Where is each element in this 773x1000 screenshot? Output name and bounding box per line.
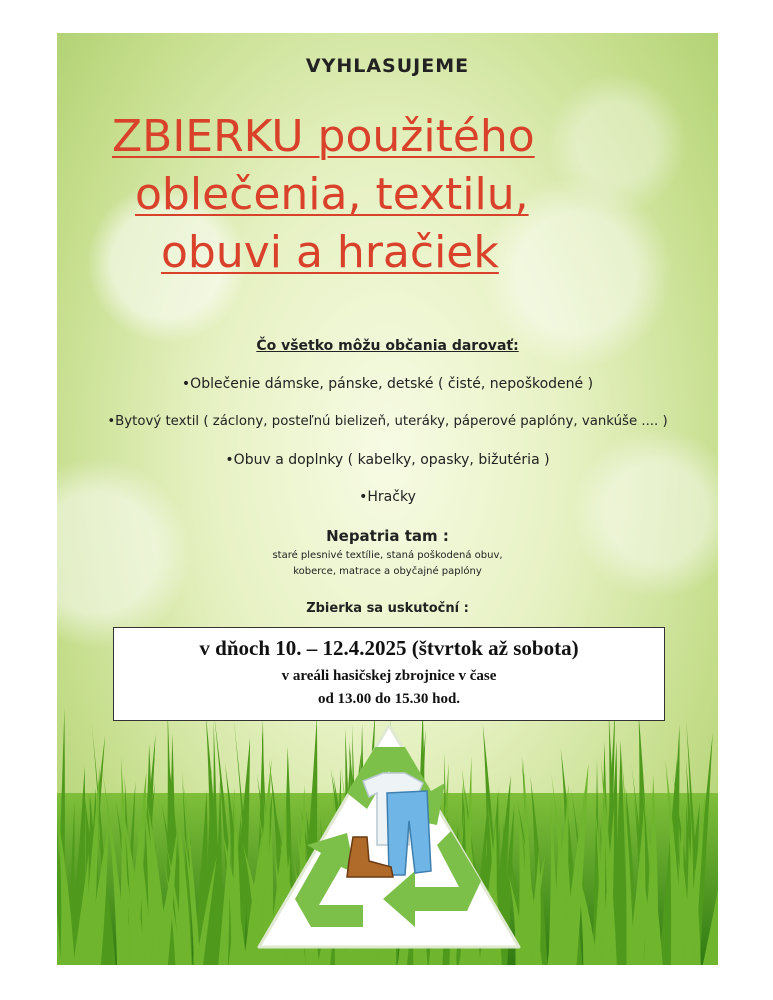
event-info-box xyxy=(113,627,665,721)
donation-item-shoes: •Obuv a doplnky ( kabelky, opasky, bižutéria ) xyxy=(225,452,550,468)
not-accepted-line-2: koberce, matrace a obyčajné paplóny xyxy=(293,566,482,577)
donation-item-clothing: •Oblečenie dámske, pánske, detské ( čisté, nepoškodené ) xyxy=(181,376,594,392)
event-place: v areáli hasičskej zbrojnice v čase xyxy=(281,668,497,684)
headline-line-1: ZBIERKU použitého xyxy=(112,111,535,162)
headline-line-2: oblečenia, textilu, xyxy=(135,169,529,220)
not-accepted-title: Nepatria tam : xyxy=(326,527,449,545)
donate-section-title: Čo všetko môžu občania darovať: xyxy=(256,338,519,354)
event-time: od 13.00 do 15.30 hod. xyxy=(317,691,461,707)
announcement-label: VYHLASUJEME xyxy=(305,55,470,77)
headline-line-3: obuvi a hračiek xyxy=(161,227,499,278)
event-dates: v dňoch 10. – 12.4.2025 (štvrtok až sobota) xyxy=(199,636,579,660)
poster xyxy=(57,33,718,965)
donation-item-textile: •Bytový textil ( záclony, posteľnú bielizeň, uteráky, páperové paplóny, vankúše .... ) xyxy=(107,414,668,429)
donation-item-toys: •Hračky xyxy=(359,489,416,505)
event-held-title: Zbierka sa uskutoční : xyxy=(306,601,469,616)
not-accepted-line-1: staré plesnivé textílie, staná poškodená obuv, xyxy=(272,550,503,561)
recycle-clothing-icon xyxy=(255,721,523,957)
